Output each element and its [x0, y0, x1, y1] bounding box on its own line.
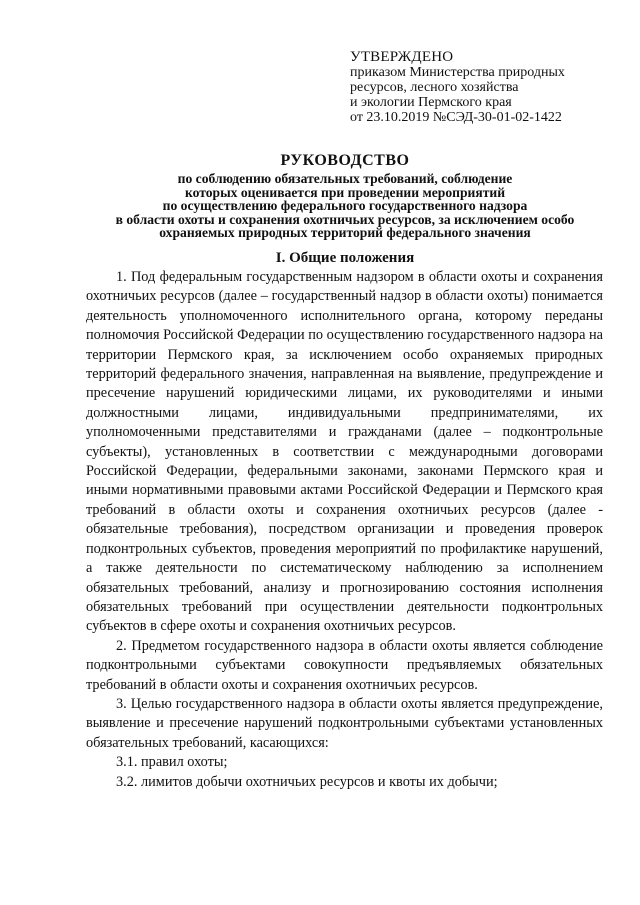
paragraph: 3. Целью государственного надзора в области охоты является предупреждение, выявление и пресечение нарушений подконтрольными субъектами установленных обязательных требований, касающихся: [86, 695, 603, 751]
document-heading [60, 152, 630, 240]
document-subtitle-line: в области охоты и сохранения охотничьих ресурсов, за исключением особо [115, 211, 575, 227]
document-body [86, 268, 603, 792]
approval-stamp [350, 50, 620, 125]
approval-line: от 23.10.2019 №СЭД-30-01-02-1422 [350, 110, 562, 125]
document-title: РУКОВОДСТВО [280, 152, 410, 169]
paragraph: 1. Под федеральным государственным надзором в области охоты и сохранения охотничьих ресурсов (далее – государственный надзор в области охоты) понимается деятельность уполномоченного исполнительного органа, которому переданы полномочия Российской Федерации по осуществлению государственного надзора на территории Пермского края, за исключением особо охраняемых природных территорий федерального значения, направленная на выявление, предупреждение и пресечение нарушений юридическими лицами, их руководителями и иными должностными лицами, индивидуальными предпринимателями, их уполномоченными представителями и гражданами (далее – подконтрольные субъекты), установленных в соответствии с международными договорами Российской Федерации, федеральными законами, законами Пермского края и иными нормативными правовыми актами Российской Федерации и Пермского края требований в области охоты и сохранения охотничьих ресурсов (далее - обязательные требования), посредством организации и проведения проверок подконтрольных субъектов, проведения мероприятий по профилактике нарушений, а также деятельности по систематическому наблюдению за исполнением обязательных требований, анализу и прогнозированию состояния исполнения обязательных требований при осуществлении деятельности подконтрольных субъектов в сфере охоты и сохранения охотничьих ресурсов. [86, 269, 603, 635]
list-item: 3.1. правил охоты; [116, 754, 228, 771]
document-subtitle-line: охраняемых природных территорий федерального значения [159, 225, 531, 241]
document-subtitle-line: по соблюдению обязательных требований, соблюдение [177, 171, 513, 186]
approval-line: приказом Министерства природных [350, 65, 565, 80]
approval-line: и экологии Пермского края [350, 95, 512, 110]
paragraph: 2. Предметом государственного надзора в области охоты является соблюдение подконтрольными субъектами совокупности предъявляемых обязательных требований в области охоты и сохранения охотничьих ресурсов. [86, 637, 603, 693]
document-subtitle-line: которых оценивается при проведении мероприятий [184, 184, 506, 200]
list-item: 3.2. лимитов добычи охотничьих ресурсов и квоты их добычи; [116, 773, 498, 790]
section-title: I. Общие положения [275, 250, 415, 266]
approval-title: УТВЕРЖДЕНО [350, 49, 454, 65]
document-subtitle-line: по осуществлению федерального государственного надзора [162, 198, 528, 214]
approval-line: ресурсов, лесного хозяйства [350, 80, 519, 95]
